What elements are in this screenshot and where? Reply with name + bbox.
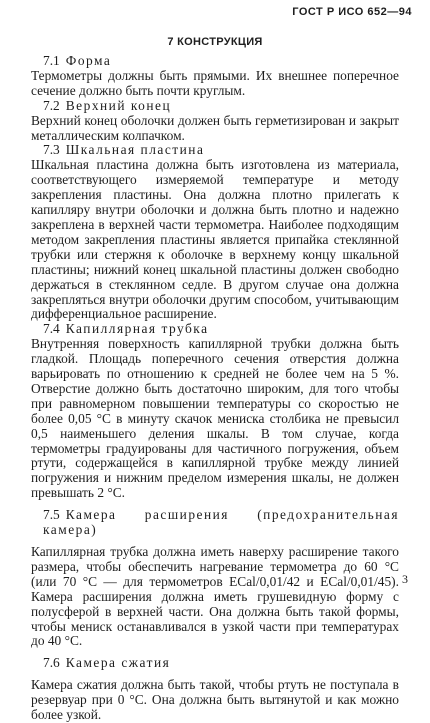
- clause-7-1: [31, 54, 399, 99]
- clause-title: Шкальная пластина: [65, 142, 205, 158]
- clause-title: Форма: [65, 53, 112, 68]
- clause-heading: [31, 508, 399, 538]
- clause-number: 7.5: [43, 507, 60, 523]
- section-title: 7 КОНСТРУКЦИЯ: [167, 36, 263, 48]
- spacer: [31, 671, 399, 678]
- clause-heading: [31, 54, 399, 69]
- clause-heading: [31, 99, 399, 114]
- clause-7-2: [31, 99, 399, 144]
- clause-title: Капиллярная трубка: [65, 321, 209, 337]
- clause-7-4: [31, 322, 399, 501]
- clause-number: 7.3: [43, 142, 60, 158]
- clause-7-6: [31, 656, 399, 723]
- document-body: [31, 54, 399, 723]
- clause-number: 7.2: [43, 97, 60, 113]
- clause-text: Шкальная пластина должна быть изготовлена из материала, соответствующего измеряемой температуре и методу закрепления пластины. Она должна плотно прилегать к капилляру внутри оболочки и должна быть плотно и надежно закреплена в верхней части термометра. Наиболее подходящим методом закрепления пластины является припайка стеклянной трубки или стержня к оболочке в верхнему концу шкальной пластины; нижний конец шкальной пластины должен свободно держаться в стеклянном седле. В другом случае она должна закрепляться внутри оболочки другим способом, учитывающим дифференциальное расширение.: [31, 157, 399, 322]
- clause-number: 7.1: [43, 53, 60, 68]
- clause-title: Камера расширения (предохранительная камера): [43, 507, 399, 538]
- clause-text: Внутренняя поверхность капиллярной трубки должна быть гладкой. Площадь поперечного сечения отверстия должна варьировать по отношению к средней не более чем на 5 %. Отверстие должно быть достаточно широким, для того чтобы при равномерном повышении температуры со скоростью не более 0,05 °С в минуту скачок мениска столбика не превысил 0,5 наименьшего деления шкалы. В том случае, когда термометры градуированы для частичного погружения, объем ртути, содержащейся в капиллярной трубке между линией погружения и нижним пределом измерения шкалы, не должен превышать 2 °С.: [31, 336, 399, 501]
- clause-text: Капиллярная трубка должна иметь наверху расширение такого размера, чтобы обеспечить нагревание термометра до 60 °С (или 70 °С — для термометров ECal/0,01/42 и ECal/0,01/45). Камера расширения должна иметь грушевидную форму с полусферой в верхней части. Она должна быть такой формы, чтобы мениск останавливался в узкой части при температурах до 40 °С.: [31, 544, 399, 649]
- clause-number: 7.4: [43, 321, 60, 337]
- clause-heading: [31, 322, 399, 337]
- clause-heading: [31, 143, 399, 158]
- clause-7-5: [31, 508, 399, 649]
- clause-title: Верхний конец: [65, 97, 172, 113]
- clause-title: Камера сжатия: [65, 655, 171, 671]
- clause-text: Верхний конец оболочки должен быть герметизирован и закрыт металлическим колпачком.: [31, 112, 399, 143]
- clause-text: Термометры должны быть прямыми. Их внешнее поперечное сечение должно быть почти круглым.: [31, 67, 399, 98]
- clause-text: Камера сжатия должна быть такой, чтобы ртуть не поступала в резервуар при 0 °С. Она должна быть вытянутой и как можно более узкой.: [31, 677, 399, 723]
- clause-7-3: [31, 143, 399, 322]
- standard-header: ГОСТ Р ИСО 652—94: [292, 6, 412, 18]
- clause-number: 7.6: [43, 655, 60, 671]
- clause-heading: [31, 656, 399, 671]
- page-number: 3: [402, 572, 408, 586]
